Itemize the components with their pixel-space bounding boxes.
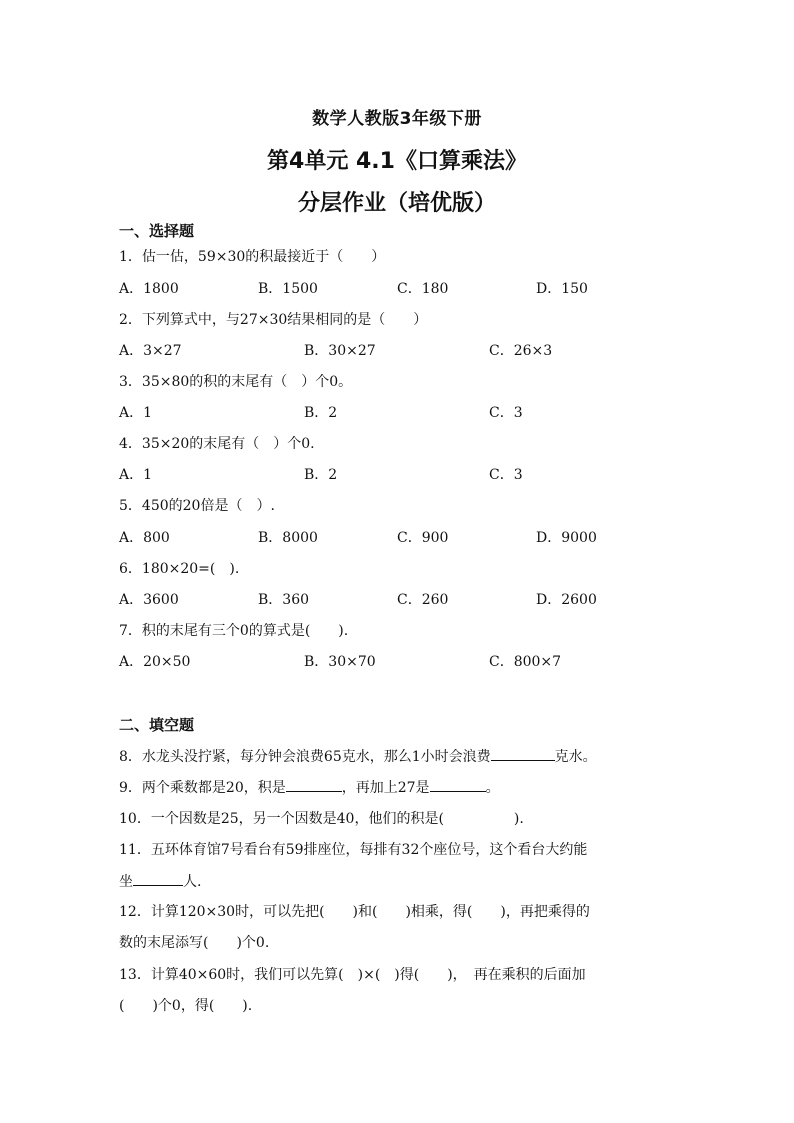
question-5: 5．450的20倍是（ ）. — [119, 498, 275, 514]
worksheet-subject-title: 数学人教版3年级下册 — [312, 109, 482, 129]
q3-option-c: C．3 — [489, 405, 523, 421]
question-10: 10．一个因数是25，另一个因数是40，他们的积是( ). — [119, 811, 524, 827]
q4-option-c: C．3 — [489, 467, 523, 483]
question-11-line-2 — [119, 871, 201, 892]
section-heading-choice: 一、选择题 — [119, 222, 195, 240]
q6-option-b: B．360 — [258, 592, 310, 608]
q5-option-d: D．9000 — [536, 530, 597, 546]
q8-text-part-1: 8．水龙头没拧紧，每分钟会浪费65克水，那么1小时会浪费 — [119, 749, 491, 765]
question-1: 1．估一估，59×30的积最接近于（ ） — [119, 249, 386, 265]
q3-option-b: B．2 — [304, 405, 338, 421]
q7-option-b: B．30×70 — [304, 654, 376, 670]
q11-text-part-1: 坐 — [119, 874, 133, 890]
q9-text-part-3: 。 — [485, 780, 500, 796]
q9-answer-blank-2[interactable] — [430, 777, 486, 792]
q8-text-part-2: 克水。 — [554, 749, 597, 765]
q2-option-a: A．3×27 — [119, 343, 182, 359]
q6-option-d: D．2600 — [536, 592, 597, 608]
question-12-line-2: 数的末尾添写( )个0. — [119, 935, 270, 951]
question-4: 4．35×20的末尾有（ ）个0. — [119, 436, 315, 452]
q1-option-d: D．150 — [536, 281, 588, 297]
q4-option-a: A．1 — [119, 467, 153, 483]
q6-option-c: C．260 — [397, 592, 449, 608]
q3-option-a: A．1 — [119, 405, 153, 421]
question-11-line-1: 11．五环体育馆7号看台有59排座位，每排有32个座位号，这个看台大约能 — [119, 842, 588, 858]
q8-answer-blank[interactable] — [491, 746, 555, 761]
q1-option-b: B．1500 — [258, 281, 318, 297]
q1-option-a: A．1800 — [119, 281, 179, 297]
question-13-line-2: ( )个0，得( ). — [119, 998, 253, 1014]
q5-option-a: A．800 — [119, 530, 170, 546]
q5-option-c: C．900 — [397, 530, 449, 546]
section-heading-fill-blank: 二、填空题 — [119, 716, 195, 734]
question-7: 7．积的末尾有三个0的算式是( ). — [119, 623, 349, 639]
q7-option-a: A．20×50 — [119, 654, 191, 670]
q11-text-part-2: 人. — [183, 874, 202, 890]
question-3: 3．35×80的积的末尾有（ ）个0。 — [119, 374, 353, 390]
q11-answer-blank[interactable] — [133, 871, 183, 886]
question-12-line-1: 12．计算120×30时，可以先把( )和( )相乘，得( )，再把乘得的 — [119, 904, 590, 920]
q5-option-b: B．8000 — [258, 530, 318, 546]
question-6: 6．180×20=( ). — [119, 561, 240, 577]
q1-option-c: C．180 — [397, 281, 449, 297]
q6-option-a: A．3600 — [119, 592, 179, 608]
q7-option-c: C．800×7 — [489, 654, 562, 670]
question-8 — [119, 746, 597, 767]
q2-option-b: B．30×27 — [304, 343, 376, 359]
question-9 — [119, 777, 500, 798]
question-13-line-1: 13．计算40×60时，我们可以先算( )×( )得( )， 再在乘积的后面加 — [119, 967, 586, 983]
question-2: 2．下列算式中，与27×30结果相同的是（ ） — [119, 312, 428, 328]
q2-option-c: C．26×3 — [489, 343, 553, 359]
worksheet-unit-title: 第4单元 4.1《口算乘法》 — [267, 149, 527, 174]
q9-answer-blank-1[interactable] — [286, 777, 342, 792]
q9-text-part-2: ，再加上27是 — [341, 780, 430, 796]
q9-text-part-1: 9．两个乘数都是20，积是 — [119, 780, 286, 796]
worksheet-level-title: 分层作业（培优版） — [297, 191, 496, 216]
q4-option-b: B．2 — [304, 467, 338, 483]
